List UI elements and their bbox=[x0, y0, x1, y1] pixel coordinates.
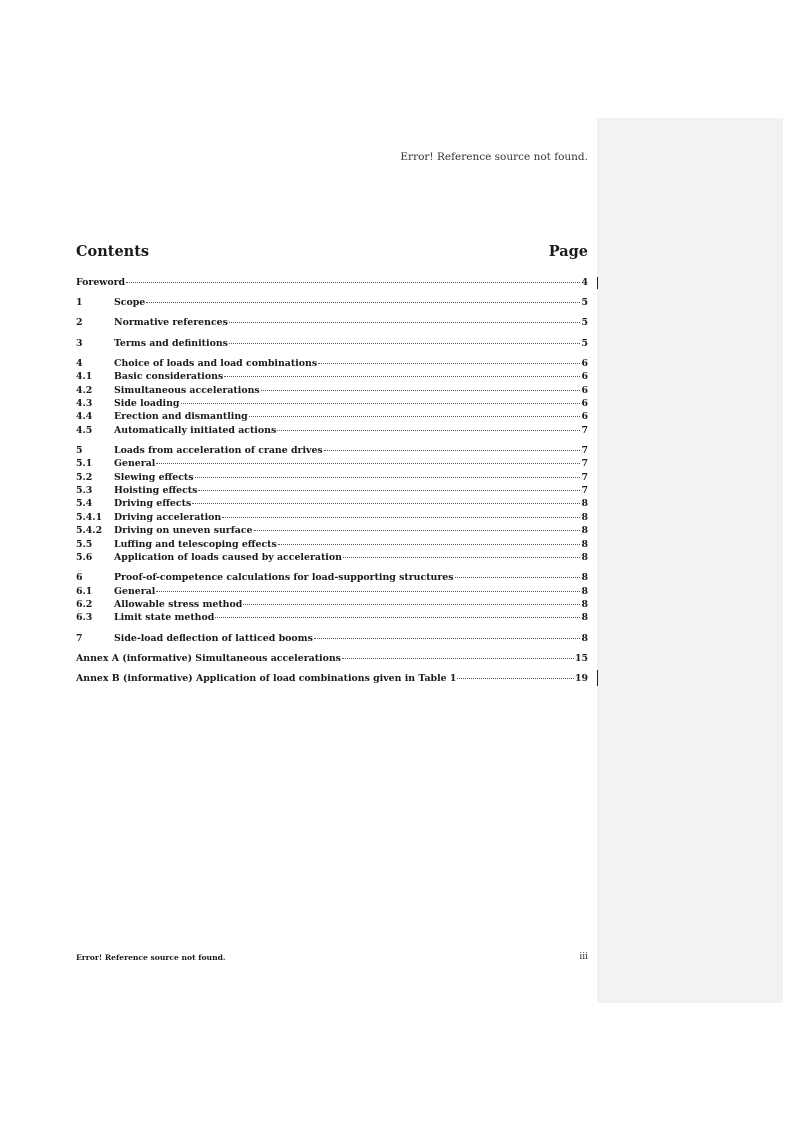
toc-entry[interactable] bbox=[76, 611, 588, 624]
toc-entry[interactable] bbox=[76, 598, 588, 611]
toc-entry-label: General bbox=[114, 458, 156, 470]
toc-dot-leader bbox=[229, 322, 581, 323]
toc-entry-page: 6 bbox=[581, 371, 588, 383]
toc-entry[interactable] bbox=[76, 524, 588, 537]
toc-entry-label: Side-load deflection of latticed booms bbox=[114, 632, 313, 644]
header-reference: Error! Reference source not found. bbox=[400, 151, 588, 163]
toc-dot-leader bbox=[222, 517, 580, 518]
toc-dot-leader bbox=[342, 658, 574, 659]
change-bar-top bbox=[597, 277, 598, 289]
toc-entry-number: 4.4 bbox=[76, 411, 93, 423]
comment-pane bbox=[597, 118, 783, 1003]
toc-entry[interactable] bbox=[76, 397, 588, 410]
toc-dot-leader bbox=[318, 363, 580, 364]
toc-entry[interactable] bbox=[76, 316, 588, 329]
toc-entry-page: 4 bbox=[581, 277, 588, 288]
toc-dot-leader bbox=[249, 416, 581, 417]
toc-entry-number: 6.2 bbox=[76, 598, 93, 610]
toc-entry-page: 5 bbox=[581, 317, 588, 329]
toc-entry-page: 7 bbox=[581, 444, 588, 456]
toc-entry-number: 5.4.1 bbox=[76, 511, 103, 523]
footer-reference: Error! Reference source not found. bbox=[76, 953, 226, 962]
toc-entry[interactable] bbox=[76, 410, 588, 423]
toc-entry[interactable] bbox=[76, 384, 588, 397]
toc-entry-page: 8 bbox=[581, 598, 588, 610]
toc-entry[interactable] bbox=[76, 511, 588, 524]
toc-entry-number: 5.5 bbox=[76, 538, 93, 550]
toc-entry-page: 7 bbox=[581, 458, 588, 470]
toc-entry-label: Proof-of-competence calculations for load-supporting structures bbox=[114, 572, 454, 584]
toc-dot-leader bbox=[198, 490, 580, 491]
toc-entry-label: Driving acceleration bbox=[114, 511, 222, 523]
toc-entry-label: Automatically initiated actions bbox=[114, 424, 277, 436]
toc-entry-number: 3 bbox=[76, 337, 83, 349]
toc-entry[interactable] bbox=[76, 585, 588, 598]
toc-entry-page: 8 bbox=[581, 612, 588, 624]
toc-entry-page: 19 bbox=[574, 672, 588, 684]
toc-entry-page: 15 bbox=[574, 652, 588, 664]
toc-dot-leader bbox=[277, 430, 580, 431]
toc-entry-page: 8 bbox=[581, 498, 588, 510]
toc-entry-number: 5.4 bbox=[76, 498, 93, 510]
toc-entry-number: 1 bbox=[76, 297, 83, 309]
toc-dot-leader bbox=[229, 343, 581, 344]
toc-entry-number: 5.4.2 bbox=[76, 525, 103, 537]
toc-entry[interactable] bbox=[76, 444, 588, 457]
toc-dot-leader bbox=[195, 477, 581, 478]
toc-entry-number: 5.3 bbox=[76, 485, 93, 497]
toc-entry[interactable] bbox=[76, 357, 588, 370]
toc-entry-page: 8 bbox=[581, 552, 588, 564]
toc-entry-page: 7 bbox=[581, 424, 588, 436]
toc-dot-leader bbox=[224, 376, 580, 377]
toc-entry-label: Application of loads caused by acceleration bbox=[114, 552, 342, 564]
toc-entry-page: 5 bbox=[581, 297, 588, 309]
toc-entry-label: Limit state method bbox=[114, 612, 215, 624]
toc-entry-page: 7 bbox=[581, 471, 588, 483]
toc-entry-label: Terms and definitions bbox=[114, 337, 228, 349]
toc-entry[interactable] bbox=[76, 296, 588, 309]
toc-title: Contents bbox=[76, 243, 150, 260]
toc-dot-leader bbox=[156, 463, 580, 464]
toc-dot-leader bbox=[254, 530, 581, 531]
toc-entry[interactable] bbox=[76, 652, 588, 665]
toc-entry[interactable] bbox=[76, 370, 588, 383]
toc-dot-leader bbox=[126, 282, 580, 283]
toc-entry-label: Side loading bbox=[114, 397, 180, 409]
toc-entry-number: 5.1 bbox=[76, 458, 93, 470]
toc-dot-leader bbox=[215, 617, 580, 618]
toc-entry-label: Simultaneous accelerations bbox=[114, 384, 260, 396]
toc-entry-page: 6 bbox=[581, 357, 588, 369]
toc-entry[interactable] bbox=[76, 276, 588, 289]
toc-entry-page: 8 bbox=[581, 585, 588, 597]
toc-entry-page: 7 bbox=[581, 485, 588, 497]
toc-entry-page: 8 bbox=[581, 525, 588, 537]
toc-dot-leader bbox=[156, 591, 580, 592]
toc-entry-label: Scope bbox=[114, 297, 146, 309]
toc-dot-leader bbox=[261, 390, 581, 391]
toc-entry[interactable] bbox=[76, 471, 588, 484]
toc-entry-number: 6.3 bbox=[76, 612, 93, 624]
toc-entry-label: Choice of loads and load combinations bbox=[114, 357, 318, 369]
toc-entry-number: 6.1 bbox=[76, 585, 93, 597]
toc-dot-leader bbox=[343, 557, 581, 558]
toc-entry-label: General bbox=[114, 585, 156, 597]
toc-dot-leader bbox=[324, 450, 581, 451]
toc-entry-page: 8 bbox=[581, 538, 588, 550]
toc-entry-page: 5 bbox=[581, 337, 588, 349]
toc-entry-label: Loads from acceleration of crane drives bbox=[114, 444, 323, 456]
toc-page-label: Page bbox=[548, 243, 588, 260]
toc-entry[interactable] bbox=[76, 337, 588, 350]
toc-entry[interactable] bbox=[76, 497, 588, 510]
footer-page-number: iii bbox=[579, 952, 588, 962]
change-bar-bottom bbox=[597, 670, 598, 686]
toc-entry-label: Hoisting effects bbox=[114, 485, 198, 497]
toc-dot-leader bbox=[278, 544, 581, 545]
toc-entry-label: Driving on uneven surface bbox=[114, 525, 253, 537]
toc-entry-label: Annex B (informative) Application of load combinations given in Table 1 bbox=[76, 672, 457, 684]
toc-entry-number: 4.2 bbox=[76, 384, 93, 396]
toc-entry-number: 5 bbox=[76, 444, 83, 456]
toc-entry[interactable] bbox=[76, 632, 588, 645]
toc-entry-page: 6 bbox=[581, 397, 588, 409]
toc-entry-label: Foreword bbox=[76, 277, 126, 288]
toc-entry[interactable] bbox=[76, 484, 588, 497]
toc-entry-number: 4.3 bbox=[76, 397, 93, 409]
toc-entry-number: 5.2 bbox=[76, 471, 93, 483]
toc-entry-label: Slewing effects bbox=[114, 471, 194, 483]
toc-entry[interactable] bbox=[76, 538, 588, 551]
toc-dot-leader bbox=[146, 302, 580, 303]
toc-dot-leader bbox=[314, 638, 581, 639]
toc-entry-label: Normative references bbox=[114, 317, 228, 329]
toc-entry[interactable] bbox=[76, 551, 588, 564]
toc-entry-number: 4.1 bbox=[76, 371, 93, 383]
toc-entry-number: 4 bbox=[76, 357, 83, 369]
toc-dot-leader bbox=[457, 678, 574, 679]
toc-entry-label: Luffing and telescoping effects bbox=[114, 538, 277, 550]
toc-entry-page: 8 bbox=[581, 511, 588, 523]
toc-entry-number: 4.5 bbox=[76, 424, 93, 436]
toc-entry[interactable] bbox=[76, 457, 588, 470]
toc-entry-page: 8 bbox=[581, 632, 588, 644]
toc-entry-number: 5.6 bbox=[76, 552, 93, 564]
toc-entry-page: 6 bbox=[581, 384, 588, 396]
table-of-contents bbox=[76, 276, 588, 685]
toc-entry-number: 2 bbox=[76, 317, 83, 329]
toc-entry-label: Allowable stress method bbox=[114, 598, 243, 610]
toc-dot-leader bbox=[455, 577, 581, 578]
toc-entry[interactable] bbox=[76, 424, 588, 437]
toc-entry[interactable] bbox=[76, 571, 588, 584]
toc-entry-number: 6 bbox=[76, 572, 83, 584]
toc-dot-leader bbox=[192, 503, 580, 504]
toc-dot-leader bbox=[243, 604, 580, 605]
toc-dot-leader bbox=[181, 403, 581, 404]
toc-entry-label: Annex A (informative) Simultaneous accelerations bbox=[76, 652, 341, 664]
toc-entry-label: Basic considerations bbox=[114, 371, 224, 383]
toc-entry-label: Driving effects bbox=[114, 498, 192, 510]
toc-entry-page: 6 bbox=[581, 411, 588, 423]
toc-entry-label: Erection and dismantling bbox=[114, 411, 248, 423]
toc-entry-page: 8 bbox=[581, 572, 588, 584]
toc-entry-number: 7 bbox=[76, 632, 83, 644]
toc-entry[interactable] bbox=[76, 672, 588, 685]
